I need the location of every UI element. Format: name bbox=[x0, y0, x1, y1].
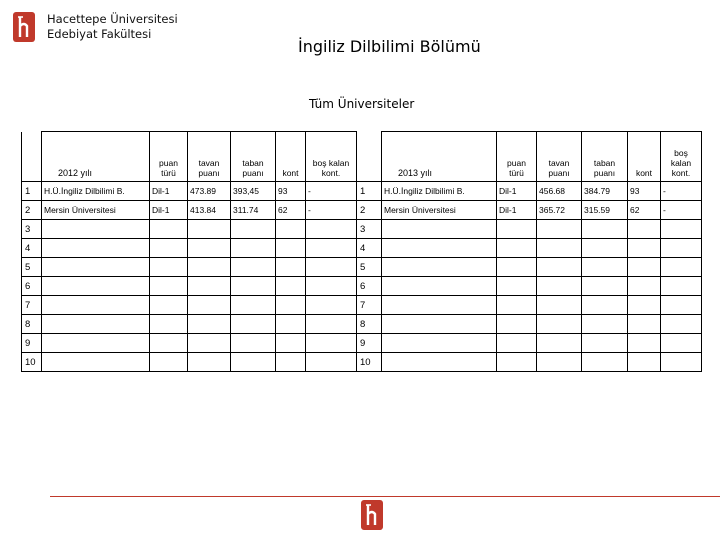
cell-empty bbox=[661, 296, 702, 315]
table-row bbox=[22, 353, 357, 372]
cell-quota bbox=[628, 258, 661, 277]
cell-name bbox=[382, 334, 497, 353]
cell-name bbox=[42, 239, 150, 258]
cell-max bbox=[188, 220, 231, 239]
table-row bbox=[357, 220, 702, 239]
row-number: 6 bbox=[357, 277, 382, 296]
cell-quota bbox=[276, 258, 306, 277]
cell-name bbox=[42, 353, 150, 372]
institution-line-2: Edebiyat Fakültesi bbox=[47, 27, 152, 41]
footer-divider bbox=[50, 496, 720, 497]
cell-quota bbox=[276, 334, 306, 353]
cell-quota bbox=[628, 220, 661, 239]
cell-quota bbox=[628, 353, 661, 372]
cell-type bbox=[497, 296, 537, 315]
cell-empty bbox=[306, 239, 357, 258]
table-row bbox=[357, 315, 702, 334]
table-row bbox=[357, 296, 702, 315]
table-row bbox=[357, 258, 702, 277]
cell-name bbox=[42, 277, 150, 296]
cell-name: H.Ü.İngiliz Dilbilimi B. bbox=[42, 182, 150, 201]
table-row bbox=[357, 334, 702, 353]
cell-empty bbox=[306, 258, 357, 277]
cell-min bbox=[582, 334, 628, 353]
table-header-row bbox=[357, 132, 702, 182]
cell-type: Dil-1 bbox=[497, 182, 537, 201]
column-header: taban puanı bbox=[231, 132, 276, 182]
column-header: boş kalan kont. bbox=[661, 132, 702, 182]
university-logo-icon-bottom bbox=[361, 500, 383, 530]
cell-min bbox=[582, 315, 628, 334]
cell-max bbox=[537, 258, 582, 277]
column-header: taban puanı bbox=[582, 132, 628, 182]
cell-empty bbox=[661, 277, 702, 296]
row-number: 10 bbox=[357, 353, 382, 372]
table-row bbox=[357, 201, 702, 220]
cell-type: Dil-1 bbox=[497, 201, 537, 220]
cell-empty: - bbox=[661, 201, 702, 220]
cell-type bbox=[497, 239, 537, 258]
table-row bbox=[357, 277, 702, 296]
table-row bbox=[22, 201, 357, 220]
cell-empty bbox=[306, 296, 357, 315]
column-header: 2013 yılı bbox=[382, 132, 497, 182]
row-number: 8 bbox=[357, 315, 382, 334]
cell-max bbox=[537, 315, 582, 334]
table-header-row bbox=[22, 132, 357, 182]
cell-type bbox=[497, 315, 537, 334]
cell-name bbox=[42, 258, 150, 277]
cell-type bbox=[150, 315, 188, 334]
table-2013 bbox=[356, 131, 702, 372]
cell-empty bbox=[661, 220, 702, 239]
cell-name bbox=[42, 315, 150, 334]
table-2012 bbox=[21, 131, 357, 372]
row-number: 5 bbox=[357, 258, 382, 277]
row-number: 4 bbox=[357, 239, 382, 258]
cell-min bbox=[582, 239, 628, 258]
column-header: kont bbox=[276, 132, 306, 182]
row-number: 2 bbox=[357, 201, 382, 220]
cell-type bbox=[150, 239, 188, 258]
cell-type: Dil-1 bbox=[150, 182, 188, 201]
cell-name bbox=[382, 220, 497, 239]
row-number: 3 bbox=[357, 220, 382, 239]
cell-empty bbox=[661, 315, 702, 334]
row-number: 7 bbox=[22, 296, 42, 315]
cell-min bbox=[582, 258, 628, 277]
table-row bbox=[22, 258, 357, 277]
cell-quota bbox=[276, 220, 306, 239]
cell-min bbox=[582, 353, 628, 372]
cell-max bbox=[188, 296, 231, 315]
row-number: 1 bbox=[22, 182, 42, 201]
cell-name bbox=[42, 296, 150, 315]
cell-quota bbox=[276, 239, 306, 258]
institution-name bbox=[47, 12, 178, 42]
table-row bbox=[357, 353, 702, 372]
cell-empty bbox=[661, 258, 702, 277]
cell-max: 456.68 bbox=[537, 182, 582, 201]
cell-type bbox=[150, 258, 188, 277]
cell-empty bbox=[306, 353, 357, 372]
cell-name: Mersin Üniversitesi bbox=[42, 201, 150, 220]
cell-type bbox=[150, 220, 188, 239]
cell-quota bbox=[276, 353, 306, 372]
cell-type bbox=[497, 277, 537, 296]
cell-empty bbox=[661, 239, 702, 258]
cell-name bbox=[382, 315, 497, 334]
table-row bbox=[22, 182, 357, 201]
cell-quota: 62 bbox=[276, 201, 306, 220]
cell-empty bbox=[306, 220, 357, 239]
cell-min bbox=[231, 296, 276, 315]
cell-type bbox=[497, 334, 537, 353]
cell-min: 393,45 bbox=[231, 182, 276, 201]
institution-line-1: Hacettepe Üniversitesi bbox=[47, 12, 178, 26]
cell-empty bbox=[661, 334, 702, 353]
cell-name bbox=[382, 296, 497, 315]
table-row bbox=[357, 239, 702, 258]
page-title: İngiliz Dilbilimi Bölümü bbox=[298, 37, 481, 56]
cell-min bbox=[231, 315, 276, 334]
cell-max: 365.72 bbox=[537, 201, 582, 220]
cell-max bbox=[188, 239, 231, 258]
cell-empty: - bbox=[306, 201, 357, 220]
cell-max bbox=[537, 353, 582, 372]
cell-name bbox=[382, 353, 497, 372]
row-number: 8 bbox=[22, 315, 42, 334]
cell-type bbox=[150, 277, 188, 296]
cell-max bbox=[537, 239, 582, 258]
cell-empty bbox=[661, 353, 702, 372]
cell-max bbox=[188, 353, 231, 372]
cell-min bbox=[582, 220, 628, 239]
cell-min bbox=[582, 296, 628, 315]
cell-name bbox=[42, 334, 150, 353]
cell-quota bbox=[276, 315, 306, 334]
column-header: 2012 yılı bbox=[42, 132, 150, 182]
cell-name bbox=[382, 239, 497, 258]
cell-quota bbox=[628, 334, 661, 353]
page-subtitle: Tüm Üniversiteler bbox=[309, 97, 415, 111]
cell-name bbox=[382, 258, 497, 277]
cell-name bbox=[382, 277, 497, 296]
table-row bbox=[357, 182, 702, 201]
cell-empty: - bbox=[661, 182, 702, 201]
cell-empty bbox=[306, 315, 357, 334]
cell-type bbox=[497, 220, 537, 239]
cell-type bbox=[150, 353, 188, 372]
column-header: kont bbox=[628, 132, 661, 182]
cell-name: Mersin Üniversitesi bbox=[382, 201, 497, 220]
cell-min bbox=[231, 258, 276, 277]
column-header: tavan puanı bbox=[537, 132, 582, 182]
cell-max bbox=[188, 277, 231, 296]
row-number: 5 bbox=[22, 258, 42, 277]
cell-name bbox=[42, 220, 150, 239]
cell-quota bbox=[276, 296, 306, 315]
cell-min: 315.59 bbox=[582, 201, 628, 220]
cell-max: 413.84 bbox=[188, 201, 231, 220]
cell-min bbox=[231, 334, 276, 353]
cell-quota: 62 bbox=[628, 201, 661, 220]
column-header: puan türü bbox=[497, 132, 537, 182]
cell-empty bbox=[306, 277, 357, 296]
cell-quota bbox=[628, 277, 661, 296]
table-2013-body bbox=[357, 132, 702, 372]
cell-type bbox=[150, 296, 188, 315]
cell-min bbox=[231, 239, 276, 258]
row-number: 1 bbox=[357, 182, 382, 201]
cell-min bbox=[231, 353, 276, 372]
column-header: tavan puanı bbox=[188, 132, 231, 182]
row-number: 9 bbox=[357, 334, 382, 353]
cell-min: 311.74 bbox=[231, 201, 276, 220]
cell-max bbox=[537, 277, 582, 296]
cell-max bbox=[537, 296, 582, 315]
row-number: 6 bbox=[22, 277, 42, 296]
table-row bbox=[22, 239, 357, 258]
cell-max bbox=[537, 220, 582, 239]
table-row bbox=[22, 334, 357, 353]
table-2012-body bbox=[22, 132, 357, 372]
cell-type bbox=[497, 258, 537, 277]
cell-quota bbox=[628, 315, 661, 334]
row-number: 3 bbox=[22, 220, 42, 239]
cell-min bbox=[231, 277, 276, 296]
cell-name: H.Ü.İngiliz Dilbilimi B. bbox=[382, 182, 497, 201]
cell-quota bbox=[628, 239, 661, 258]
table-row bbox=[22, 220, 357, 239]
row-number: 4 bbox=[22, 239, 42, 258]
cell-quota bbox=[628, 296, 661, 315]
cell-max: 473.89 bbox=[188, 182, 231, 201]
row-number: 7 bbox=[357, 296, 382, 315]
column-header: boş kalan kont. bbox=[306, 132, 357, 182]
header-corner-cell bbox=[22, 132, 42, 182]
row-number: 9 bbox=[22, 334, 42, 353]
cell-min bbox=[582, 277, 628, 296]
cell-min: 384.79 bbox=[582, 182, 628, 201]
cell-quota: 93 bbox=[276, 182, 306, 201]
cell-type: Dil-1 bbox=[150, 201, 188, 220]
cell-type bbox=[150, 334, 188, 353]
table-row bbox=[22, 296, 357, 315]
cell-max bbox=[188, 334, 231, 353]
cell-max bbox=[188, 315, 231, 334]
header-corner-cell bbox=[357, 132, 382, 182]
cell-type bbox=[497, 353, 537, 372]
cell-min bbox=[231, 220, 276, 239]
column-header: puan türü bbox=[150, 132, 188, 182]
cell-max bbox=[537, 334, 582, 353]
row-number: 2 bbox=[22, 201, 42, 220]
table-row bbox=[22, 277, 357, 296]
cell-quota bbox=[276, 277, 306, 296]
cell-max bbox=[188, 258, 231, 277]
cell-empty: - bbox=[306, 182, 357, 201]
table-row bbox=[22, 315, 357, 334]
cell-quota: 93 bbox=[628, 182, 661, 201]
row-number: 10 bbox=[22, 353, 42, 372]
cell-empty bbox=[306, 334, 357, 353]
university-logo-icon bbox=[13, 12, 35, 42]
